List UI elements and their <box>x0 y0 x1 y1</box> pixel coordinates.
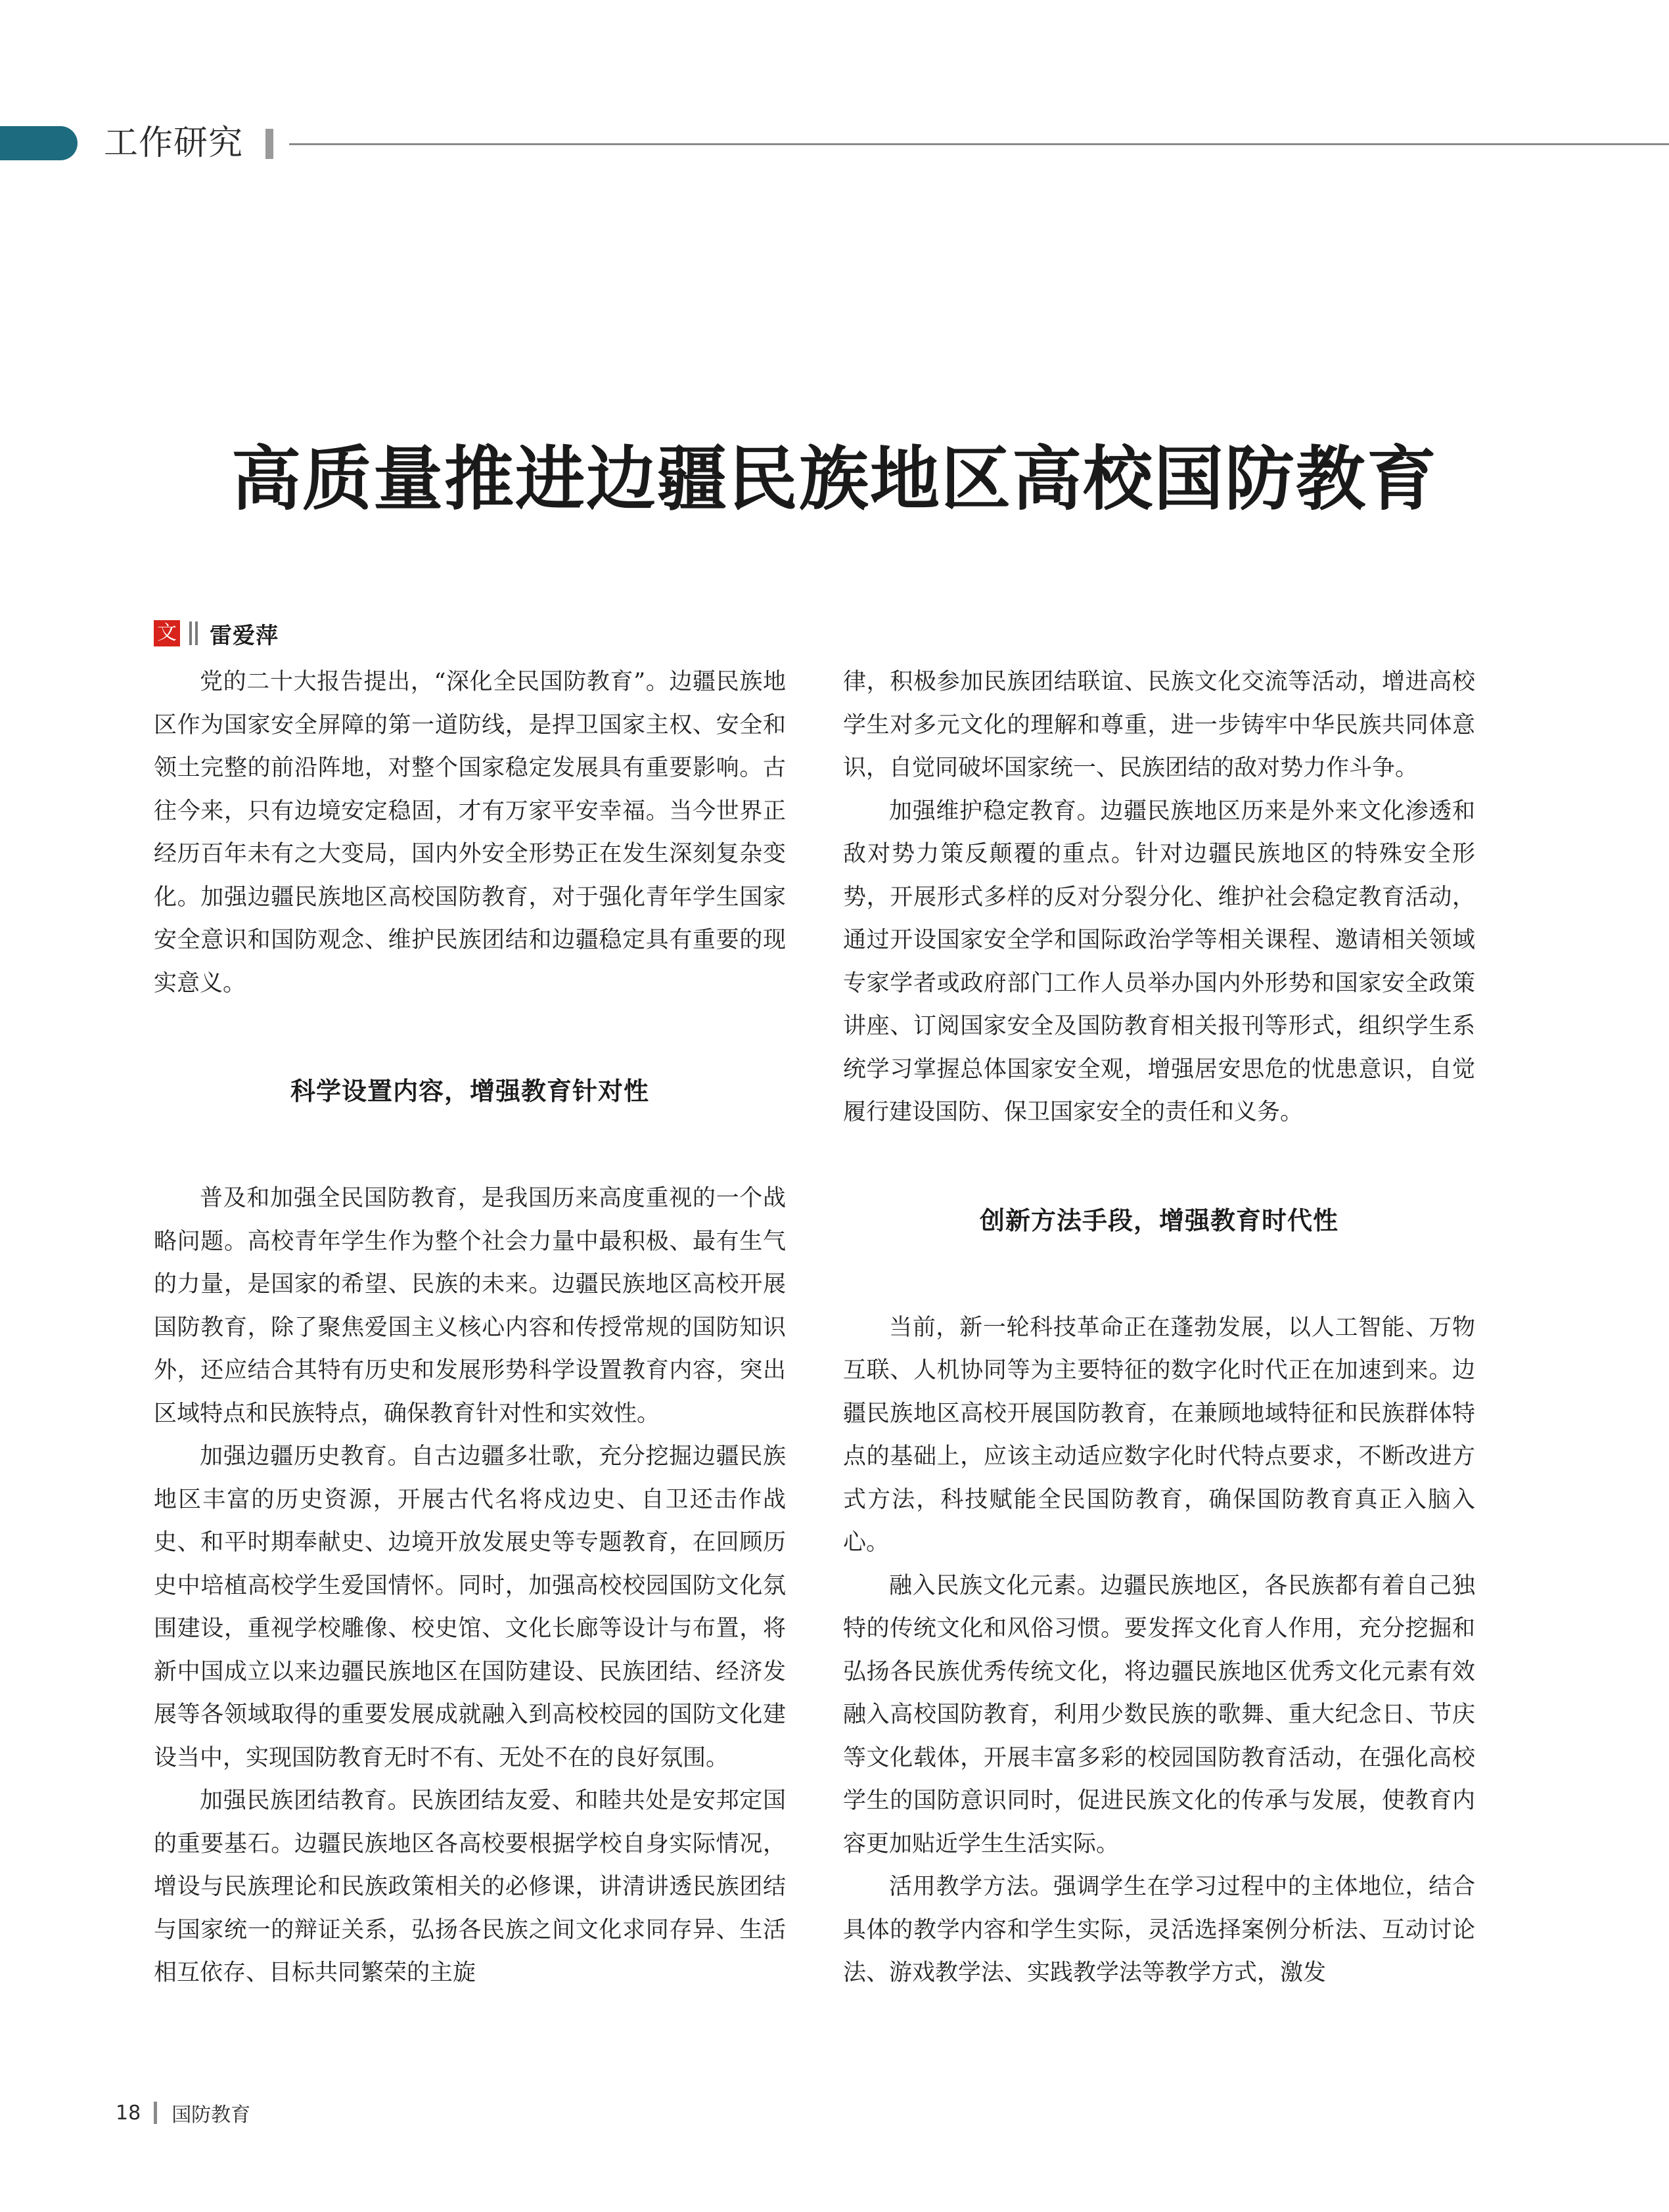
paragraph: 融入民族文化元素。边疆民族地区，各民族都有着自己独特的传统文化和风俗习惯。要发挥文化育人作用，充分挖掘和弘扬各民族优秀传统文化，将边疆民族地区优秀文化元素有效融入高校国防教育，利用少数民族的歌舞、重大纪念日、节庆等文化载体，开展丰富多彩的校园国防教育活动，在强化高校学生的国防意识同时，促进民族文化的传承与发展，使教育内容更加贴近学生生活实际。 <box>843 1572 1475 1857</box>
paragraph: 活用教学方法。强调学生在学习过程中的主体地位，结合具体的教学内容和学生实际，灵活选择案例分析法、互动讨论法、游戏教学法、实践教学法等教学方式，激发 <box>843 1874 1475 1986</box>
byline <box>154 618 279 649</box>
magazine-name: 国防教育 <box>171 2104 251 2127</box>
author-name: 雷爱萍 <box>210 622 279 649</box>
left-column <box>154 661 786 1995</box>
section-tab-marker <box>0 126 78 160</box>
right-column <box>843 661 1475 1995</box>
section-title: 工作研究 <box>104 124 244 163</box>
footer-divider <box>154 2102 157 2124</box>
paragraph: 普及和加强全民国防教育，是我国历来高度重视的一个战略问题。高校青年学生作为整个社会力量中最积极、最有生气的力量，是国家的希望、民族的未来。边疆民族地区高校开展国防教育，除了聚焦爱国主义核心内容和传授常规的国防知识外，还应结合其特有历史和发展形势科学设置教育内容，突出区域特点和民族特点，确保教育针对性和实效性。 <box>154 1185 786 1427</box>
paragraph-continued: 律，积极参加民族团结联谊、民族文化交流等活动，增进高校学生对多元文化的理解和尊重，进一步铸牢中华民族共同体意识，自觉同破坏国家统一、民族团结的敌对势力作斗争。 <box>843 669 1475 781</box>
paragraph: 加强维护稳定教育。边疆民族地区历来是外来文化渗透和敌对势力策反颠覆的重点。针对边疆民族地区的特殊安全形势，开展形式多样的反对分裂分化、维护社会稳定教育活动，通过开设国家安全学和国际政治学等相关课程、邀请相关领域专家学者或政府部门工作人员举办国内外形势和国家安全政策讲座、订阅国家安全及国防教育相关报刊等形式，组织学生系统学习掌握总体国家安全观，增强居安思危的忧患意识，自觉履行建设国防、保卫国家安全的责任和义务。 <box>843 798 1475 1125</box>
article-title: 高质量推进边疆民族地区高校国防教育 <box>231 439 1438 520</box>
page-number: 18 <box>116 2101 141 2125</box>
section-heading: 科学设置内容，增强教育针对性 <box>290 1077 649 1106</box>
header-rule <box>289 143 1669 145</box>
paragraph: 加强民族团结教育。民族团结友爱、和睦共处是安邦定国的重要基石。边疆民族地区各高校要根据学校自身实际情况，增设与民族理论和民族政策相关的必修课，讲清讲透民族团结与国家统一的辩证关系，弘扬各民族之间文化求同存异、生活相互依存、目标共同繁荣的主旋 <box>154 1788 786 1986</box>
byline-tag: 文 <box>154 620 180 646</box>
section-heading: 创新方法手段，增强教育时代性 <box>979 1206 1338 1235</box>
page-footer <box>116 2100 250 2126</box>
paragraph: 加强边疆历史教育。自古边疆多壮歌，充分挖掘边疆民族地区丰富的历史资源，开展古代名将戍边史、自卫还击作战史、和平时期奉献史、边境开放发展史等专题教育，在回顾历史中培植高校学生爱国情怀。同时，加强高校校园国防文化氛围建设，重视学校雕像、校史馆、文化长廊等设计与布置，将新中国成立以来边疆民族地区在国防建设、民族团结、经济发展等各领域取得的重要发展成就融入到高校校园的国防文化建设当中，实现国防教育无时不有、无处不在的良好氛围。 <box>154 1443 786 1771</box>
section-divider-bar <box>265 129 273 159</box>
byline-divider <box>189 621 192 645</box>
byline-divider <box>195 621 198 645</box>
paragraph: 当前，新一轮科技革命正在蓬勃发展，以人工智能、万物互联、人机协同等为主要特征的数字化时代正在加速到来。边疆民族地区高校开展国防教育，在兼顾地域特征和民族群体特点的基础上，应该主动适应数字化时代特点要求，不断改进方式方法，科技赋能全民国防教育，确保国防教育真正入脑入心。 <box>843 1314 1475 1556</box>
paragraph-intro: 党的二十大报告提出，“深化全民国防教育”。边疆民族地区作为国家安全屏障的第一道防线，是捍卫国家主权、安全和领土完整的前沿阵地，对整个国家稳定发展具有重要影响。古往今来，只有边境安定稳固，才有万家平安幸福。当今世界正经历百年未有之大变局，国内外安全形势正在发生深刻复杂变化。加强边疆民族地区高校国防教育，对于强化青年学生国家安全意识和国防观念、维护民族团结和边疆稳定具有重要的现实意义。 <box>154 669 786 997</box>
